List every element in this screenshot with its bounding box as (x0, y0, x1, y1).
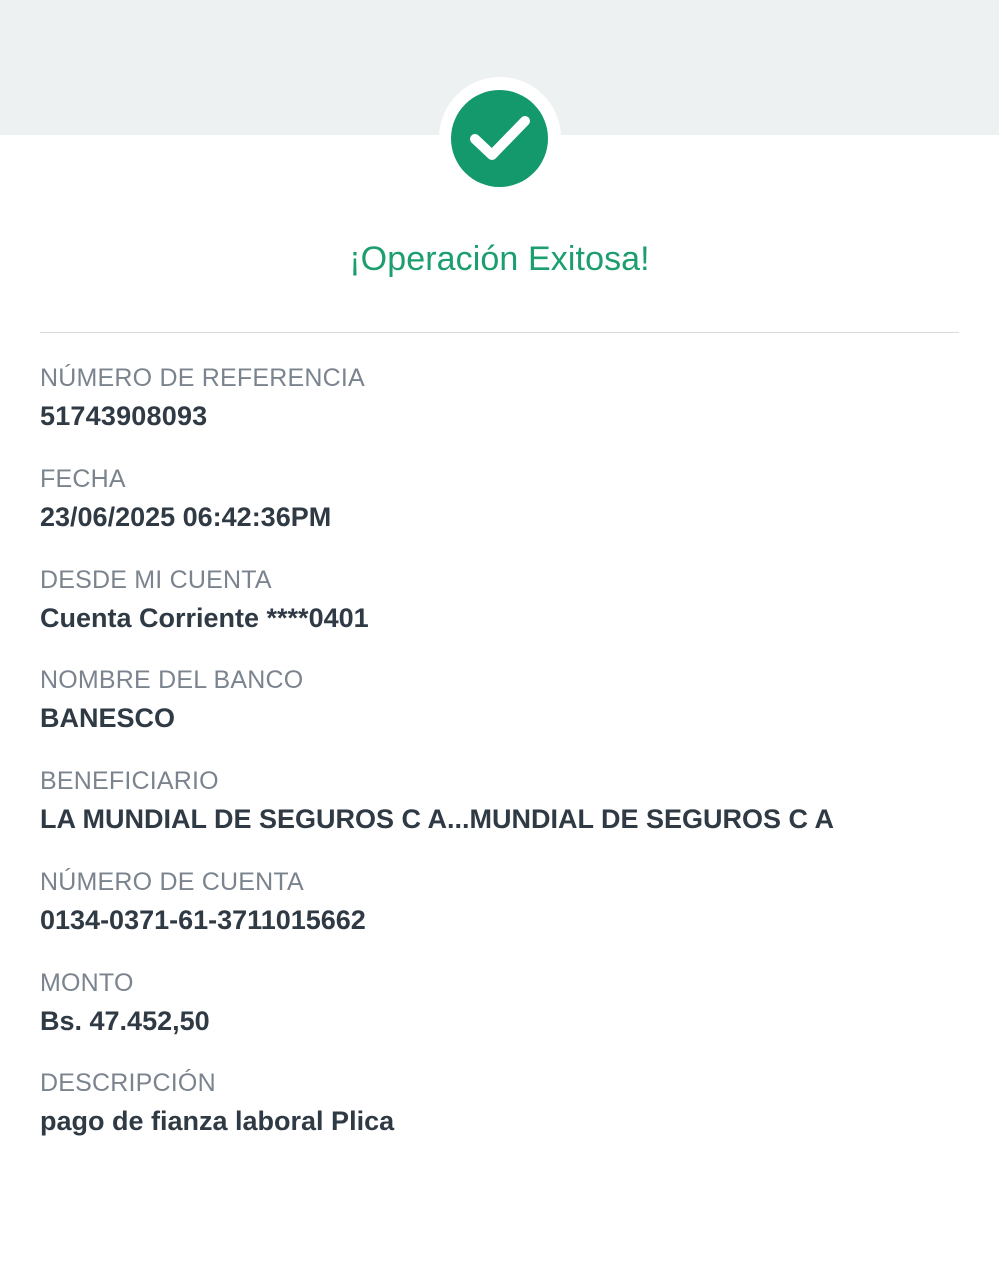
field-value-description: pago de fianza laboral Plica (40, 1106, 395, 1137)
field-value-beneficiary: LA MUNDIAL DE SEGUROS C A...MUNDIAL DE SEGUROS C A (40, 804, 835, 834)
field-source-account (40, 565, 959, 636)
field-beneficiary (40, 766, 959, 837)
field-reference-number (40, 363, 959, 434)
field-label: FECHA (40, 464, 126, 493)
field-label: DESDE MI CUENTA (40, 565, 272, 594)
header-band (0, 0, 999, 135)
field-description (40, 1068, 959, 1139)
field-value-amount: Bs. 47.452,50 (40, 1005, 210, 1036)
field-value-date: 23/06/2025 06:42:36PM (40, 501, 332, 532)
field-value-source-account: Cuenta Corriente ****0401 (40, 602, 369, 633)
field-amount (40, 968, 959, 1039)
field-label: BENEFICIARIO (40, 767, 219, 795)
field-label: NOMBRE DEL BANCO (40, 666, 304, 695)
field-date (40, 464, 959, 535)
page-title: ¡Operación Exitosa! (349, 240, 650, 278)
field-label: DESCRIPCIÓN (40, 1069, 216, 1098)
field-value-reference-number: 51743908093 (40, 401, 208, 431)
receipt-content (0, 240, 999, 1139)
check-circle-icon (451, 90, 548, 187)
success-check-badge (439, 77, 561, 199)
field-label: NÚMERO DE CUENTA (40, 867, 304, 896)
divider (40, 332, 959, 333)
field-label: MONTO (40, 968, 134, 997)
field-bank-name (40, 665, 959, 736)
field-value-account-number: 0134-0371-61-3711015662 (40, 904, 366, 935)
field-label: NÚMERO DE REFERENCIA (40, 364, 365, 392)
field-account-number (40, 867, 959, 938)
field-value-bank-name: BANESCO (40, 703, 176, 734)
